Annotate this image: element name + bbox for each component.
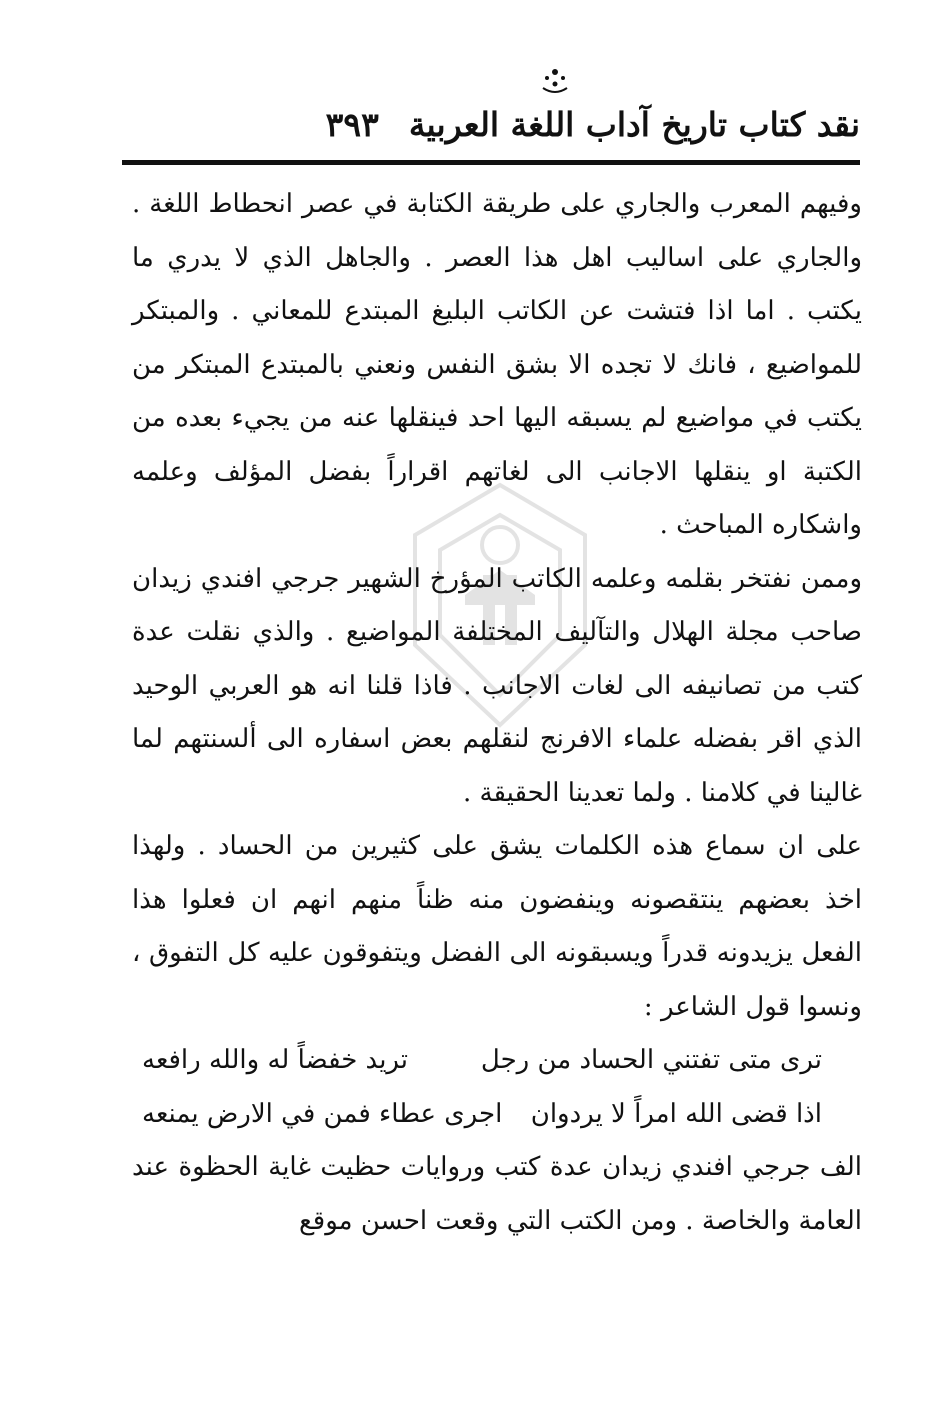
paragraph-4: الف جرجي افندي زيدان عدة كتب وروايات حظيت غاية الحظوة عند العامة والخاصة . ومن الكتب التي وقعت احسن موقع (132, 1152, 862, 1236)
paragraph-1: وفيهم المعرب والجاري على طريقة الكتابة في عصر انحطاط اللغة . والجاري على اساليب اهل هذا العصر . والجاهل الذي لا يدري ما يكتب . اما اذا فتشت عن الكاتب البليغ المبتدع للمعاني . والمبتكر للمواضيع ، فانك لا تجده الا بشق النفس ونعني بالمبتدع المبتكر من يكتب في مواضيع لم يسبقه اليها احد فينقلها عنه من يجيء بعده من الكتبة او ينقلها الاجانب الى لغاتهم اقراراً بفضل المؤلف وعلمه واشكاره المباحث . (132, 189, 862, 540)
paragraph-2: وممن نفتخر بقلمه وعلمه الكاتب المؤرخ الشهير جرجي افندي زيدان صاحب مجلة الهلال والتآليف المختلفة المواضيع . والذي نقلت عدة كتب من تصانيفه الى لغات الاجانب . فاذا قلنا انه هو العربي الوحيد الذي اقر بفضله علماء الافرنج لنقلهم بعض اسفاره الى ألسنتهم لما غالينا في كلامنا . ولما تعدينا الحقيقة . (132, 563, 862, 808)
header-rule (122, 160, 860, 165)
verse-line-2 (132, 1088, 862, 1142)
running-header (120, 98, 860, 150)
ornament-icon (535, 66, 575, 96)
verse-2-first-hemistich: اذا قضى الله امراً لا يردوان (530, 1098, 822, 1129)
header-title: نقد كتاب تاريخ آداب اللغة العربية (408, 104, 860, 144)
verse-1-first-hemistich: ترى متى تفتني الحساد من رجل (480, 1045, 822, 1075)
page-number: ٣٩٣ (325, 104, 379, 144)
body-text (132, 178, 862, 1248)
verse-line-1 (132, 1034, 862, 1088)
verse-1-second-hemistich: تريد خفضاً له والله رافعه (142, 1045, 409, 1075)
paragraph-3: على ان سماع هذه الكلمات يشق على كثيرين من الحساد . ولهذا اخذ بعضهم ينتقصونه وينفضون منه ظناً منهم انهم ان فعلوا هذا الفعل يزيدونه قدراً ويسبقونه الى الفضل ويتفوقون عليه كل التفوق ، ونسوا قول الشاعر : (132, 831, 862, 1022)
verse-2-second-hemistich: اجرى عطاء فمن في الارض يمنعه (142, 1098, 503, 1129)
